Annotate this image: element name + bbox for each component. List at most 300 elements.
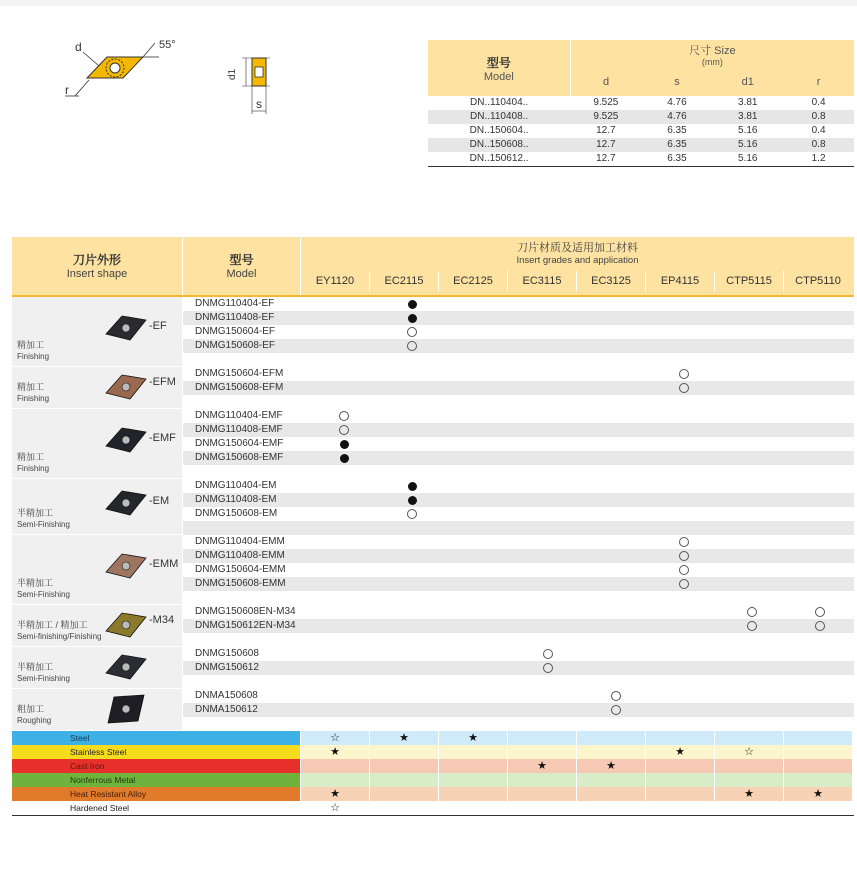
size-s-cell: 4.76 — [642, 110, 713, 124]
grade-cell — [446, 689, 514, 703]
material-name: Steel — [12, 731, 300, 745]
grade-cell — [378, 619, 446, 633]
grade-cell — [310, 451, 378, 465]
material-row — [12, 773, 854, 787]
spacer-row — [183, 675, 854, 689]
grade-cell — [310, 493, 378, 507]
table-row — [183, 605, 854, 619]
size-d-cell: 12.7 — [570, 138, 641, 152]
grade-cell — [310, 689, 378, 703]
size-row — [428, 96, 854, 110]
applicable-mark-icon — [407, 509, 417, 519]
applicable-mark-icon — [679, 383, 689, 393]
material-grade-cell — [783, 745, 852, 759]
grade-cell — [786, 689, 854, 703]
grade-cell — [582, 437, 650, 451]
grade-cell — [718, 297, 786, 311]
size-model-cell: DN..150604.. — [469, 125, 529, 136]
insert-shape-icon — [104, 607, 148, 643]
spacer-row — [183, 395, 854, 409]
table-row — [183, 493, 854, 507]
insert-shape-cell — [12, 409, 183, 479]
grade-cell — [514, 479, 582, 493]
operation-zh: 半精加工 / 精加工 — [17, 620, 88, 630]
material-grade-cell — [645, 787, 714, 801]
grade-cell — [378, 549, 446, 563]
grade-cell — [718, 605, 786, 619]
size-row — [428, 138, 854, 152]
applicable-mark-icon — [339, 411, 349, 421]
grade-cell — [514, 549, 582, 563]
grade-cell — [310, 605, 378, 619]
insert-group — [12, 479, 854, 535]
grade-cell — [718, 451, 786, 465]
grade-cell — [786, 549, 854, 563]
insert-shape-icon — [104, 310, 148, 346]
grade-cell — [378, 493, 446, 507]
material-grade-cell — [714, 801, 783, 815]
material-grade-cell — [369, 759, 438, 773]
grade-cell — [786, 647, 854, 661]
material-grade-cell — [369, 773, 438, 787]
material-grade-cell — [438, 745, 507, 759]
grade-cell — [310, 549, 378, 563]
grade-cell — [582, 661, 650, 675]
material-grade-cell — [300, 759, 369, 773]
grade-cell — [514, 437, 582, 451]
grade-cell — [446, 535, 514, 549]
grade-cell — [514, 423, 582, 437]
material-grade-cell: ★ — [300, 787, 369, 801]
applicable-mark-icon — [679, 537, 689, 547]
material-grade-cell — [714, 731, 783, 745]
insert-shape-cell — [12, 297, 183, 367]
grade-cell — [582, 451, 650, 465]
grade-col-header: EC3125 — [576, 271, 645, 291]
model-cell: DNMG150604-EF — [195, 326, 276, 337]
material-grade-cell: ★ — [645, 745, 714, 759]
grade-cell — [310, 703, 378, 717]
material-grade-cell — [369, 787, 438, 801]
grade-cell — [310, 381, 378, 395]
insert-group — [12, 409, 854, 479]
material-name: Hardened Steel — [12, 801, 300, 815]
size-d-cell: 12.7 — [596, 125, 616, 136]
table-row — [183, 297, 854, 311]
size-table — [428, 40, 854, 167]
material-grade-cell — [507, 745, 576, 759]
applicable-mark-icon — [407, 327, 417, 337]
model-cell: DNMG110404-EMF — [195, 410, 283, 421]
grade-cell — [650, 381, 718, 395]
model-cell: DNMG110404-EM — [195, 480, 277, 491]
thickness-diagram — [220, 50, 280, 120]
spacer-row — [183, 633, 854, 647]
grade-cell — [718, 535, 786, 549]
material-grade-cell — [576, 801, 645, 815]
grade-cell — [446, 311, 514, 325]
recommended-mark-icon — [340, 440, 349, 449]
model-cell: DNMG150604-EMM — [195, 564, 286, 575]
model-header-en: Model — [226, 268, 257, 280]
grade-cell — [718, 577, 786, 591]
grade-cell — [310, 325, 378, 339]
grade-cell — [718, 647, 786, 661]
grade-cell — [718, 381, 786, 395]
material-row — [12, 745, 854, 759]
grade-cell — [378, 367, 446, 381]
material-name: Heat Resistant Alloy — [12, 787, 300, 801]
size-s-cell: 6.35 — [642, 138, 713, 152]
applicable-mark-icon — [339, 425, 349, 435]
table-row — [183, 339, 854, 353]
grade-cell — [786, 493, 854, 507]
material-grade-cell: ★ — [576, 759, 645, 773]
grade-cell — [514, 661, 582, 675]
size-row — [428, 110, 854, 124]
grade-table — [12, 237, 854, 816]
model-cell: DNMG150612EN-M34 — [195, 620, 296, 631]
grade-cell — [582, 605, 650, 619]
grade-cell — [514, 535, 582, 549]
grade-cell — [310, 563, 378, 577]
material-grade-cell — [576, 731, 645, 745]
grade-cell — [310, 619, 378, 633]
grade-cell — [650, 451, 718, 465]
operation-en: Semi-Finishing — [17, 590, 70, 599]
model-cell: DNMG150608-EFM — [195, 382, 284, 393]
grade-cell — [650, 535, 718, 549]
insert-shape-cell — [12, 479, 183, 535]
model-cell: DNMG110408-EM — [195, 494, 277, 505]
insert-shape-icon — [104, 691, 148, 727]
material-name: Nonferrous Metal — [12, 773, 300, 787]
material-grade-cell: ★ — [783, 787, 852, 801]
material-grade-cell — [783, 801, 852, 815]
spacer-row — [183, 717, 854, 731]
material-grade-cell: ★ — [507, 759, 576, 773]
grade-cell — [650, 703, 718, 717]
insert-shape-icon — [104, 649, 148, 685]
material-grade-cell — [438, 773, 507, 787]
grade-cell — [446, 381, 514, 395]
grade-cell — [786, 325, 854, 339]
grade-cell — [310, 339, 378, 353]
operation-zh: 半精加工 — [17, 662, 54, 672]
operation-zh: 精加工 — [17, 452, 45, 462]
grade-col-header: EY1120 — [300, 271, 369, 291]
model-cell: DNMG150604-EMF — [195, 438, 284, 449]
size-d-cell: 9.525 — [593, 97, 619, 108]
grade-cell — [378, 563, 446, 577]
size-r-cell: 1.2 — [783, 152, 854, 167]
operation-en: Semi-Finishing — [17, 674, 70, 683]
grade-cell — [650, 507, 718, 521]
grade-cell — [718, 549, 786, 563]
grade-cell — [514, 605, 582, 619]
recommended-mark-icon — [408, 314, 417, 323]
material-grade-cell — [369, 801, 438, 815]
applicable-mark-icon — [679, 369, 689, 379]
grade-cell — [446, 367, 514, 381]
size-r-cell: 0.8 — [783, 110, 854, 124]
model-cell: DNMG150604-EFM — [195, 368, 284, 379]
grade-cell — [718, 423, 786, 437]
size-row — [428, 124, 854, 138]
material-grade-cell: ★ — [300, 745, 369, 759]
grade-cell — [786, 619, 854, 633]
material-grade-cell — [507, 801, 576, 815]
grade-cell — [582, 535, 650, 549]
model-cell: DNMG150608-EM — [195, 508, 278, 519]
applicable-mark-icon — [543, 649, 553, 659]
insert-diagram — [55, 34, 185, 104]
operation-en: Finishing — [17, 464, 50, 473]
recommended-mark-icon — [340, 454, 349, 463]
table-row — [183, 381, 854, 395]
grade-cell — [310, 367, 378, 381]
grade-col-header: EP4115 — [645, 271, 714, 291]
grade-cell — [650, 689, 718, 703]
grade-cell — [786, 479, 854, 493]
grade-cell — [378, 325, 446, 339]
insert-operation-label — [17, 704, 51, 726]
material-grade-cell: ☆ — [300, 801, 369, 815]
insert-shape-icon — [104, 422, 148, 458]
size-group-header: 尺寸 Size (mm) — [570, 40, 854, 68]
grade-cell — [514, 297, 582, 311]
grade-cell — [650, 661, 718, 675]
material-row — [12, 787, 854, 801]
operation-zh: 粗加工 — [17, 704, 45, 714]
model-cell: DNMG150612 — [195, 662, 259, 673]
table-row — [183, 423, 854, 437]
material-name: Cast Iron — [12, 759, 300, 773]
grade-cell — [446, 549, 514, 563]
grade-col-header: CTP5110 — [783, 271, 852, 291]
grade-cell — [650, 563, 718, 577]
grade-cell — [582, 381, 650, 395]
size-r-cell: 0.8 — [783, 138, 854, 152]
grade-cell — [446, 507, 514, 521]
size-r-cell: 0.4 — [811, 97, 826, 108]
grade-cell — [786, 409, 854, 423]
insert-operation-label — [17, 578, 70, 600]
grade-cell — [718, 339, 786, 353]
applicable-mark-icon — [407, 341, 417, 351]
grade-cell — [718, 409, 786, 423]
material-grade-cell — [576, 745, 645, 759]
table-row — [183, 451, 854, 465]
top-bar — [0, 0, 857, 6]
insert-suffix: -EMF — [149, 432, 176, 444]
table-row — [183, 689, 854, 703]
shape-header-en: Insert shape — [66, 268, 128, 280]
grade-cell — [446, 703, 514, 717]
insert-operation-label — [17, 382, 49, 404]
grade-cell — [650, 479, 718, 493]
grade-cell — [514, 647, 582, 661]
applicable-mark-icon — [815, 621, 825, 631]
grade-cell — [446, 493, 514, 507]
size-model-cell: DN..150612.. — [428, 152, 570, 167]
grade-cell — [786, 577, 854, 591]
grade-cell — [650, 325, 718, 339]
grade-cell — [310, 423, 378, 437]
grade-cell — [718, 311, 786, 325]
grade-cell — [310, 535, 378, 549]
grade-cell — [378, 381, 446, 395]
spacer-row — [183, 591, 854, 605]
model-cell: DNMG150608EN-M34 — [195, 606, 296, 617]
size-r-cell: 0.4 — [811, 125, 826, 136]
model-cell: DNMA150612 — [195, 704, 258, 715]
grade-cell — [514, 577, 582, 591]
insert-shape-cell — [12, 689, 183, 731]
operation-en: Roughing — [17, 716, 52, 725]
insert-operation-label — [17, 452, 49, 474]
insert-operation-label — [17, 662, 70, 684]
grade-cell — [786, 367, 854, 381]
grade-cell — [582, 297, 650, 311]
operation-zh: 半精加工 — [17, 508, 54, 518]
spacer-row — [183, 465, 854, 479]
grade-cell — [582, 647, 650, 661]
grade-cell — [446, 409, 514, 423]
grade-cell — [378, 451, 446, 465]
dim-d-label: d — [75, 40, 82, 54]
size-d1-cell: 3.81 — [738, 97, 758, 108]
grade-cell — [718, 689, 786, 703]
applicable-mark-icon — [747, 607, 757, 617]
spacer-row — [183, 353, 854, 367]
table-row — [183, 661, 854, 675]
size-model-cell: DN..110404.. — [470, 97, 529, 108]
grade-cell — [582, 325, 650, 339]
material-grade-cell — [645, 773, 714, 787]
material-grade-cell — [645, 759, 714, 773]
model-cell: DNMG150608-EF — [195, 340, 276, 351]
grade-cell — [514, 451, 582, 465]
shape-header-zh: 刀片外形 — [72, 253, 121, 267]
grade-cell — [378, 437, 446, 451]
material-grade-cell — [783, 731, 852, 745]
spacer-row — [183, 521, 854, 535]
grade-cell — [378, 647, 446, 661]
material-grade-cell — [645, 801, 714, 815]
grade-cell — [582, 311, 650, 325]
grade-cell — [446, 661, 514, 675]
material-grade-cell — [507, 731, 576, 745]
grade-cell — [786, 535, 854, 549]
applicable-mark-icon — [679, 551, 689, 561]
grade-cell — [446, 423, 514, 437]
operation-en: Semi-finishing/Finishing — [17, 632, 102, 641]
grade-cell — [582, 703, 650, 717]
insert-shape-icon — [104, 485, 148, 521]
grade-cell — [582, 423, 650, 437]
grade-col-header: CTP5115 — [714, 271, 783, 291]
grade-cell — [582, 493, 650, 507]
grade-cell — [446, 577, 514, 591]
material-grade-cell — [369, 745, 438, 759]
grade-cell — [446, 325, 514, 339]
material-grade-cell: ★ — [438, 731, 507, 745]
applicable-mark-icon — [543, 663, 553, 673]
grade-cell — [718, 325, 786, 339]
recommended-mark-icon — [408, 300, 417, 309]
operation-zh: 精加工 — [17, 382, 45, 392]
grade-cell — [786, 423, 854, 437]
grade-cell — [310, 297, 378, 311]
grade-col-header: EC2115 — [369, 271, 438, 291]
material-grade-cell: ★ — [714, 787, 783, 801]
size-col-d: d — [570, 68, 641, 96]
grade-cell — [378, 311, 446, 325]
table-row — [183, 325, 854, 339]
material-grade-cell: ☆ — [714, 745, 783, 759]
model-header-zh: 型号 — [229, 253, 254, 267]
grade-cell — [378, 339, 446, 353]
grade-cell — [514, 409, 582, 423]
material-grade-cell — [438, 759, 507, 773]
grade-cell — [718, 367, 786, 381]
insert-shape-cell — [12, 535, 183, 605]
size-d1-cell: 5.16 — [738, 125, 758, 136]
grade-cell — [514, 619, 582, 633]
table-row — [183, 577, 854, 591]
size-model-cell: DN..110408.. — [428, 110, 570, 124]
grade-cell — [786, 381, 854, 395]
grade-cell — [446, 297, 514, 311]
grade-cell — [446, 437, 514, 451]
material-grade-cell — [576, 773, 645, 787]
grade-cell — [786, 339, 854, 353]
insert-suffix: -EF — [149, 320, 167, 332]
grade-cell — [650, 437, 718, 451]
grade-cell — [582, 619, 650, 633]
model-cell: DNMA150608 — [195, 690, 258, 701]
material-grade-cell — [645, 731, 714, 745]
grade-cell — [378, 703, 446, 717]
grade-cell — [378, 577, 446, 591]
grade-cell — [718, 563, 786, 577]
material-grade-cell — [438, 801, 507, 815]
material-row — [12, 731, 854, 745]
model-cell: DNMG150608-EMF — [195, 452, 284, 463]
grade-cell — [378, 661, 446, 675]
size-d1-cell: 3.81 — [712, 110, 783, 124]
grade-cell — [650, 423, 718, 437]
material-grade-cell — [783, 759, 852, 773]
material-grade-cell — [300, 773, 369, 787]
material-row — [12, 759, 854, 773]
grade-cell — [718, 703, 786, 717]
grade-cell — [718, 619, 786, 633]
grade-col-header: EC3115 — [507, 271, 576, 291]
grades-header-zh: 刀片材质及适用加工材料 — [517, 242, 638, 254]
model-cell: DNMG150608 — [195, 648, 259, 659]
material-grade-cell — [576, 787, 645, 801]
applicable-mark-icon — [679, 565, 689, 575]
grade-cell — [514, 507, 582, 521]
size-d1-cell: 5.16 — [712, 152, 783, 167]
grade-cell — [378, 507, 446, 521]
model-cell: DNMG110404-EF — [195, 298, 275, 309]
size-col-r: r — [783, 68, 854, 96]
operation-zh: 半精加工 — [17, 578, 54, 588]
grade-cell — [582, 577, 650, 591]
